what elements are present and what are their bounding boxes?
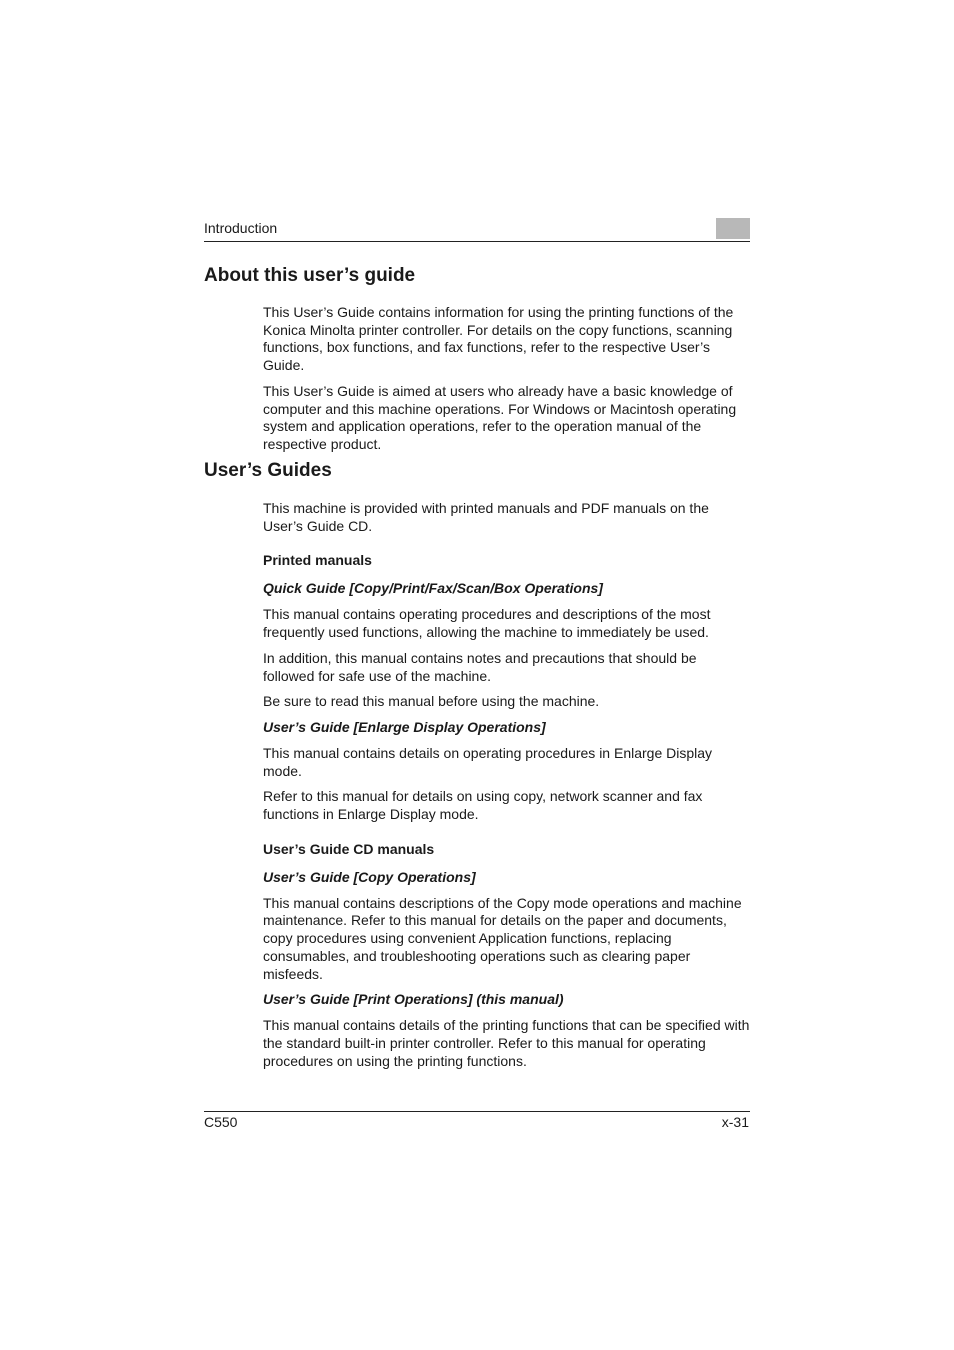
copy-guide-paragraph-1: This manual contains descriptions of the Copy mode operations and machine maintenance. Refer to this manual for details on the paper and documents, copy procedures using convenient Application functions, replacing consumables, and troubleshooting operations such as clearing paper misfeeds. [263, 894, 742, 982]
quick-guide-title: Quick Guide [Copy/Print/Fax/Scan/Box Operations] [263, 580, 603, 597]
section-guides-body [263, 500, 751, 1070]
print-guide-title: User’s Guide [Print Operations] (this manual) [263, 991, 564, 1008]
header-tab-marker [716, 218, 750, 239]
print-guide-paragraph-1: This manual contains details of the printing functions that can be specified with the standard built-in printer controller. Refer to this manual for operating procedures on using the printing functions. [263, 1017, 750, 1069]
section-title-about: About this user’s guide [204, 265, 416, 286]
copy-guide-title: User’s Guide [Copy Operations] [263, 868, 476, 885]
section-title-guides: User’s Guides [204, 460, 332, 481]
enlarge-guide-paragraph-1: This manual contains details on operating procedures in Enlarge Display mode. [263, 744, 713, 779]
guides-intro: This machine is provided with printed manuals and PDF manuals on the User’s Guide CD. [263, 500, 709, 534]
header-section-title: Introduction [204, 220, 278, 236]
about-paragraph-2: This User’s Guide is aimed at users who already have a basic knowledge of computer and this machine operations. For Windows or Macintosh operating system and application operations, refer to the operation manual of the respective product. [263, 382, 737, 452]
quick-guide-paragraph-3: Be sure to read this manual before using the machine. [263, 693, 600, 710]
footer-divider [204, 1111, 750, 1112]
footer-model: C550 [204, 1114, 238, 1130]
header-divider [204, 241, 750, 242]
cd-manuals-heading: User’s Guide CD manuals [263, 840, 435, 857]
enlarge-guide-paragraph-2: Refer to this manual for details on using copy, network scanner and fax functions in Enlarge Display mode. [263, 788, 703, 823]
quick-guide-paragraph-1: This manual contains operating procedures and descriptions of the most frequently used functions, allowing the machine to immediately be used. [263, 606, 711, 641]
about-paragraph-1: This User’s Guide contains information for using the printing functions of the Konica Minolta printer controller. For details on the copy functions, scanning functions, box functions, and fax functions, refer to the respective User’s Guide. [263, 304, 734, 374]
enlarge-guide-title: User’s Guide [Enlarge Display Operations] [263, 718, 546, 735]
printed-manuals-heading: Printed manuals [263, 552, 372, 569]
quick-guide-paragraph-2: In addition, this manual contains notes and precautions that should be followed for safe use of the machine. [263, 649, 697, 684]
section-about-body [263, 304, 751, 454]
footer-page-number: x-31 [721, 1114, 749, 1130]
